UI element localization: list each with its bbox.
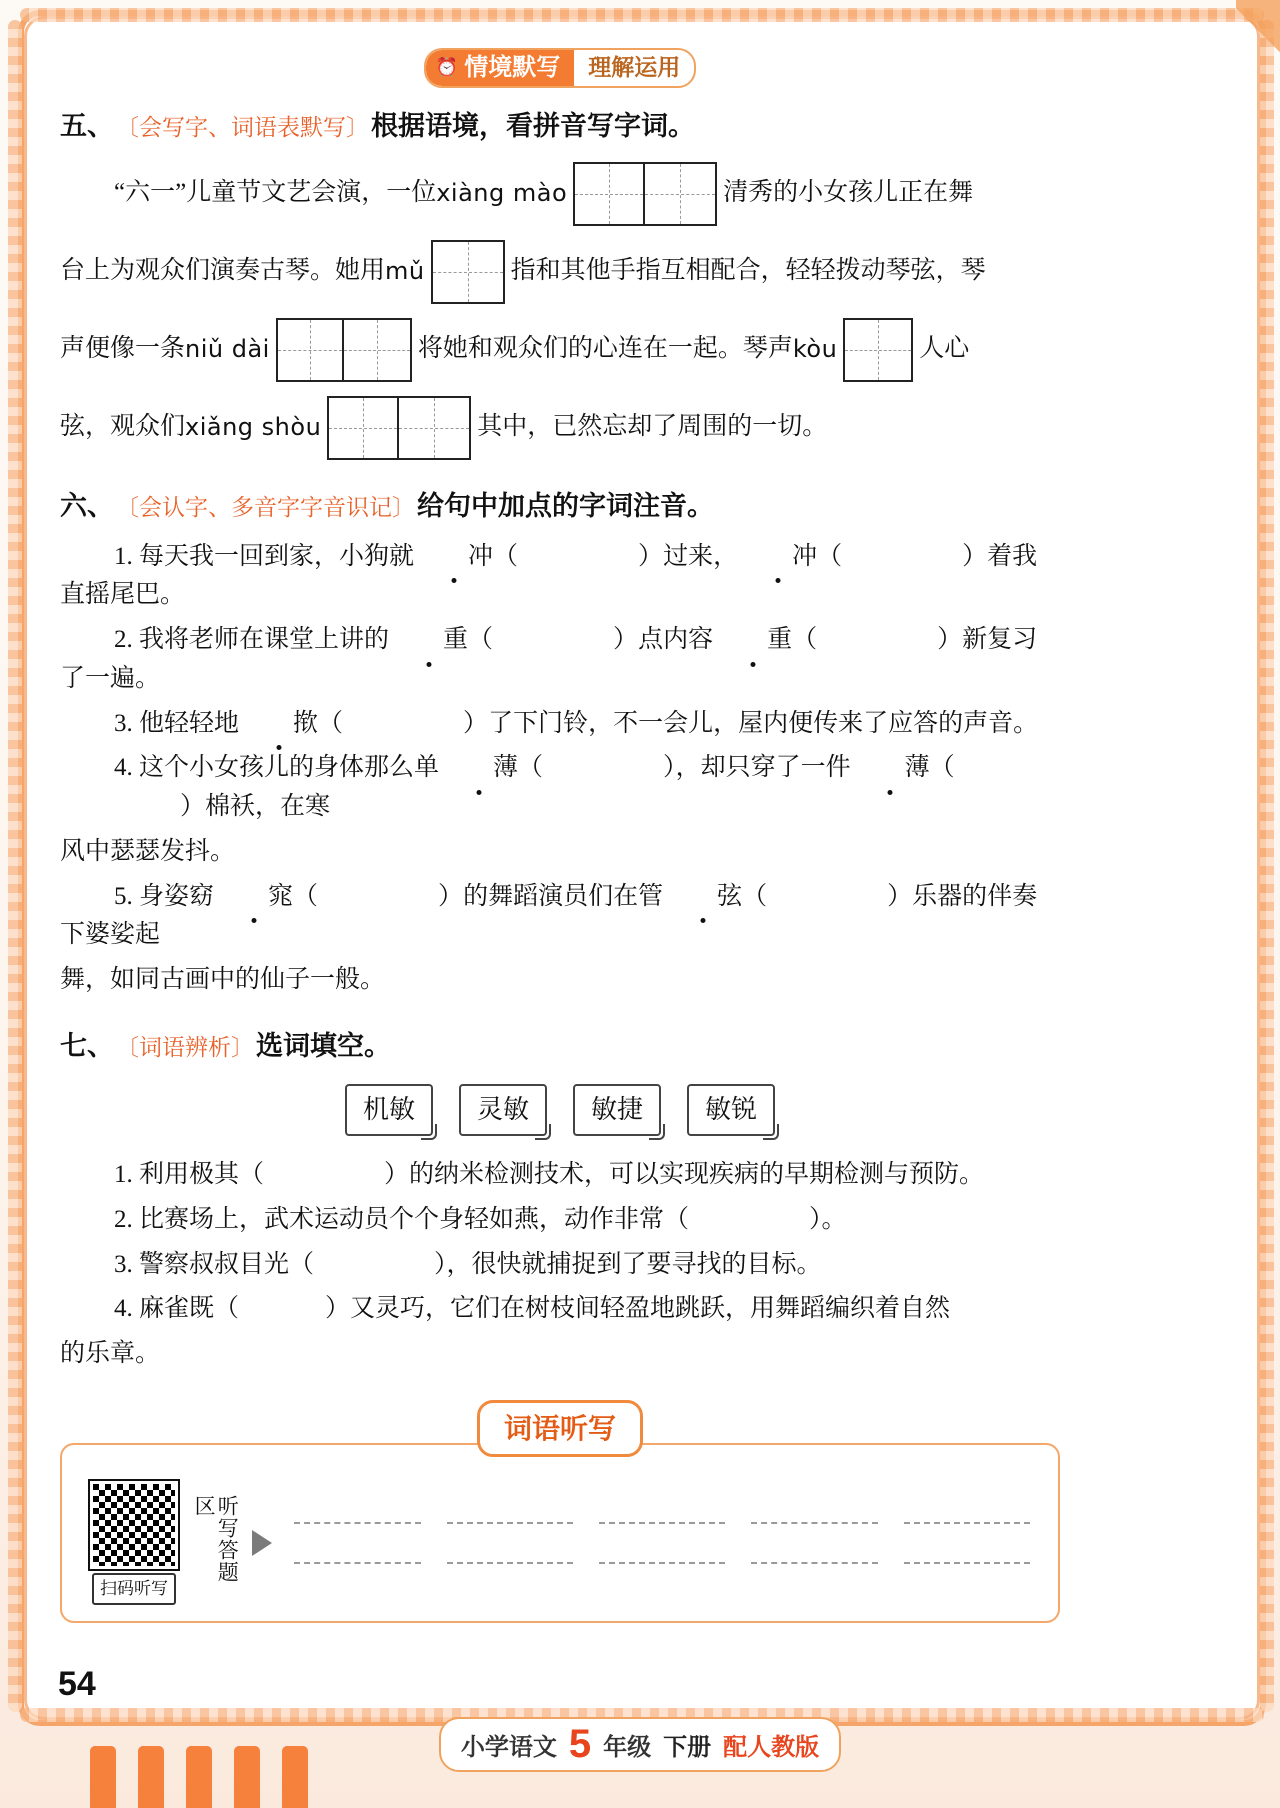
bottom-tab-2 [138, 1746, 164, 1808]
q5-answer-box-4[interactable] [843, 318, 913, 382]
badge-left-label: 情境默写 [464, 54, 561, 82]
footer-subject: 小学语文 [460, 1734, 557, 1761]
bottom-tabs [90, 1746, 308, 1808]
q7-item-1-number: 1. [114, 1161, 133, 1189]
q6-item-4-number: 4. [114, 754, 133, 782]
q7-item-2-number: 2. [114, 1205, 133, 1233]
q5-line2-pinyin: mǔ [385, 257, 425, 286]
q6-item-2-number: 2. [114, 626, 133, 654]
q7-item-4-text-1: 麻雀既（ [139, 1295, 240, 1323]
word-choice-bank [60, 1084, 1060, 1136]
question-6-number: 六、 [60, 490, 114, 521]
bottom-tab-1 [90, 1746, 116, 1808]
q5-line-2 [60, 240, 1060, 304]
word-option-4[interactable]: 敏锐 [687, 1084, 775, 1136]
play-triangle-icon [252, 1530, 272, 1556]
question-5-header [60, 106, 1060, 148]
corner-decoration [1236, 0, 1280, 60]
q6-item-3-text-1: 他轻轻地 [139, 709, 240, 737]
q6-item-4: 4. 这个小女孩儿的身体那么单 薄（ ），却只穿了一件 薄（）棉袄，在寒 [60, 749, 1060, 827]
bell-icon: ⏰ [435, 57, 459, 78]
q5-line3-pinyin-2: kòu [792, 335, 838, 364]
footer-term: 下册 [663, 1734, 712, 1761]
q7-item-2 [60, 1201, 1060, 1240]
q6-item-2: 2. 我将老师在课堂上讲的 重（ ）点内容 重（ ）新复习了一遍。 [60, 621, 1060, 699]
listening-blank-10[interactable] [904, 1562, 1030, 1564]
question-6-header [60, 486, 1060, 528]
question-7-number: 七、 [60, 1030, 114, 1061]
listening-blank-6[interactable] [294, 1562, 420, 1564]
q5-line3-text-a: 声便像一条 [60, 335, 186, 363]
question-7-title: 选词填空。 [256, 1030, 391, 1061]
listening-title: 词语听写 [477, 1400, 643, 1457]
q6-item-3: 3. 他轻轻地 揿（ ）了下门铃，不一会儿，屋内便传来了应答的声音。 [60, 705, 1060, 744]
q6-item-5-text-2: 的舞蹈演员们在管 [463, 882, 664, 910]
q7-item-2-text-1: 比赛场上，武术运动员个个身轻如燕，动作非常（ [139, 1205, 690, 1233]
bottom-tab-4 [234, 1746, 260, 1808]
q7-item-2-text-2: ）。 [809, 1205, 847, 1233]
q6-item-3-dotted-1: 揿 [239, 705, 318, 744]
q6-item-5-text-3: 乐器的伴奏下婆娑起 [60, 882, 1038, 949]
q5-line1-text-b: 清秀的小女孩儿正在舞 [723, 179, 974, 207]
word-option-1[interactable]: 机敏 [345, 1084, 433, 1136]
footer-pill [439, 1717, 841, 1772]
q6-item-4-dotted-1: 薄 [439, 749, 518, 788]
listening-blank-9[interactable] [751, 1562, 877, 1564]
q7-item-1 [60, 1156, 1060, 1195]
q6-item-1-text-1: 每天我一回到家，小狗就 [139, 542, 415, 570]
listening-blank-4[interactable] [751, 1522, 877, 1524]
q7-item-4 [60, 1290, 1060, 1329]
q6-item-1: 1. 每天我一回到家，小狗就 冲（ ）过来， 冲（ ）着我直摇尾巴。 [60, 538, 1060, 616]
q5-answer-box-1[interactable] [573, 162, 717, 226]
q6-item-5-number: 5. [114, 882, 133, 910]
q6-item-2-text-2: 点内容 [638, 626, 714, 654]
badge-left [426, 50, 574, 86]
q6-item-2-dotted-1: 重 [389, 621, 468, 660]
q5-line3-text-b: 将她和观众们的心连在一起。琴声 [417, 335, 793, 363]
q6-item-2-dotted-2: 重 [713, 621, 792, 660]
word-option-3[interactable]: 敏捷 [573, 1084, 661, 1136]
q7-item-3-text-2: ），很快就捕捉到了要寻找的目标。 [434, 1250, 822, 1278]
qr-block[interactable] [90, 1481, 178, 1605]
q7-item-1-text-2: ）的纳米检测技术，可以实现疾病的早期检测与预防。 [384, 1161, 985, 1189]
q6-item-4-dotted-2: 薄 [851, 749, 930, 788]
q7-item-4-cont: 的乐章。 [60, 1340, 161, 1368]
q6-item-5: 5. 身姿窈 窕（ ）的舞蹈演员们在管 弦（ ）乐器的伴奏下婆娑起 [60, 878, 1060, 956]
section-badge [60, 48, 1060, 88]
bottom-tab-3 [186, 1746, 212, 1808]
listening-blank-5[interactable] [904, 1522, 1030, 1524]
q6-item-2-text-3: 新复习了一遍。 [60, 626, 1038, 692]
q5-answer-box-3[interactable] [276, 318, 412, 382]
q5-line3-pinyin: niǔ dài [185, 335, 270, 364]
page-number: 54 [58, 1665, 96, 1703]
q5-line3-text-c: 人心 [919, 335, 970, 363]
listening-write-lines [286, 1522, 1030, 1564]
word-option-2[interactable]: 灵敏 [459, 1084, 547, 1136]
q6-item-5-cont: 舞，如同古画中的仙子一般。 [60, 966, 386, 994]
q7-item-1-text-1: 利用极其（ [139, 1161, 265, 1189]
listening-line-row-1 [294, 1522, 1030, 1524]
q6-item-4-text-3: 棉袄，在寒 [205, 793, 331, 821]
q5-line-4 [60, 396, 1060, 460]
listening-blank-7[interactable] [447, 1562, 573, 1564]
q5-line2-text-a: 台上为观众们演奏古琴。她用 [60, 257, 386, 285]
q6-item-1-dotted-1: 冲 [414, 538, 493, 577]
q6-item-3-number: 3. [114, 709, 133, 737]
q6-item-3-text-2: 了下门铃，不一会儿，屋内便传来了应答的声音。 [488, 709, 1039, 737]
q5-line4-pinyin: xiǎng shòu [185, 413, 322, 442]
question-5-tag: 〔会写字、词语表默写〕 [116, 115, 369, 140]
q7-item-4-text-2: ）又灵巧，它们在树枝间轻盈地跳跃，用舞蹈编织着自然 [325, 1295, 951, 1323]
listening-line-row-2 [294, 1562, 1030, 1564]
q5-line1-pinyin: xiàng mào [436, 179, 568, 208]
worksheet-content [60, 48, 1060, 1623]
footer-version: 配人教版 [723, 1734, 820, 1761]
listening-blank-8[interactable] [599, 1562, 725, 1564]
listening-blank-3[interactable] [599, 1522, 725, 1524]
footer-grade: 5 [568, 1722, 592, 1766]
q5-line1-text-a: “六一”儿童节文艺会演，一位 [114, 179, 437, 207]
q7-item-4-number: 4. [114, 1295, 133, 1323]
listening-vertical-label: 听写答题区 [192, 1495, 239, 1584]
q6-item-1-number: 1. [114, 542, 133, 570]
q5-answer-box-2[interactable] [431, 240, 505, 304]
badge-right-label: 理解运用 [588, 54, 681, 81]
footer-grade-suffix: 年级 [603, 1734, 652, 1761]
q5-line4-text-b: 其中，已然忘却了周围的一切。 [477, 413, 828, 441]
question-5-title: 根据语境，看拼音写字词。 [371, 111, 695, 141]
q7-item-3 [60, 1246, 1060, 1285]
q5-line2-text-b: 指和其他手指互相配合，轻轻拨动琴弦，琴 [510, 257, 986, 285]
q6-item-4-text-1: 这个小女孩儿的身体那么单 [139, 754, 440, 782]
question-7-tag: 〔词语辨析〕 [116, 1034, 254, 1060]
q5-line-3 [60, 318, 1060, 382]
qr-label: 扫码听写 [92, 1573, 176, 1605]
bottom-tab-5 [282, 1746, 308, 1808]
q6-item-2-text-1: 我将老师在课堂上讲的 [139, 626, 390, 654]
q7-item-3-number: 3. [114, 1250, 133, 1278]
q5-line4-text-a: 弦，观众们 [60, 413, 186, 441]
q7-item-3-text-1: 警察叔叔目光（ [139, 1250, 315, 1278]
q6-item-4-cont: 风中瑟瑟发抖。 [60, 837, 236, 865]
q5-answer-box-5[interactable] [327, 396, 471, 460]
question-6-title: 给句中加点的字词注音。 [417, 490, 714, 521]
listening-blank-1[interactable] [294, 1522, 420, 1524]
q6-item-1-dotted-2: 冲 [738, 538, 817, 577]
qr-code-icon[interactable] [90, 1481, 178, 1569]
q6-item-1-text-3: 着我直摇尾巴。 [60, 542, 1038, 609]
listening-blank-2[interactable] [447, 1522, 573, 1524]
q6-item-5-dotted-2: 弦 [663, 878, 742, 917]
question-6-tag: 〔会认字、多音字字音识记〕 [116, 494, 415, 520]
listening-answer-area [60, 1443, 1060, 1623]
question-5-number: 五、 [60, 111, 114, 141]
q6-item-5-text-1: 身姿窈 [139, 882, 215, 910]
q5-line-1 [60, 162, 1060, 226]
question-7-header [60, 1026, 1060, 1068]
q6-item-5-dotted-1: 窕 [214, 878, 293, 917]
q6-item-4-text-2: ，却只穿了一件 [675, 754, 851, 782]
q6-item-1-text-2: 过来， [663, 542, 739, 570]
